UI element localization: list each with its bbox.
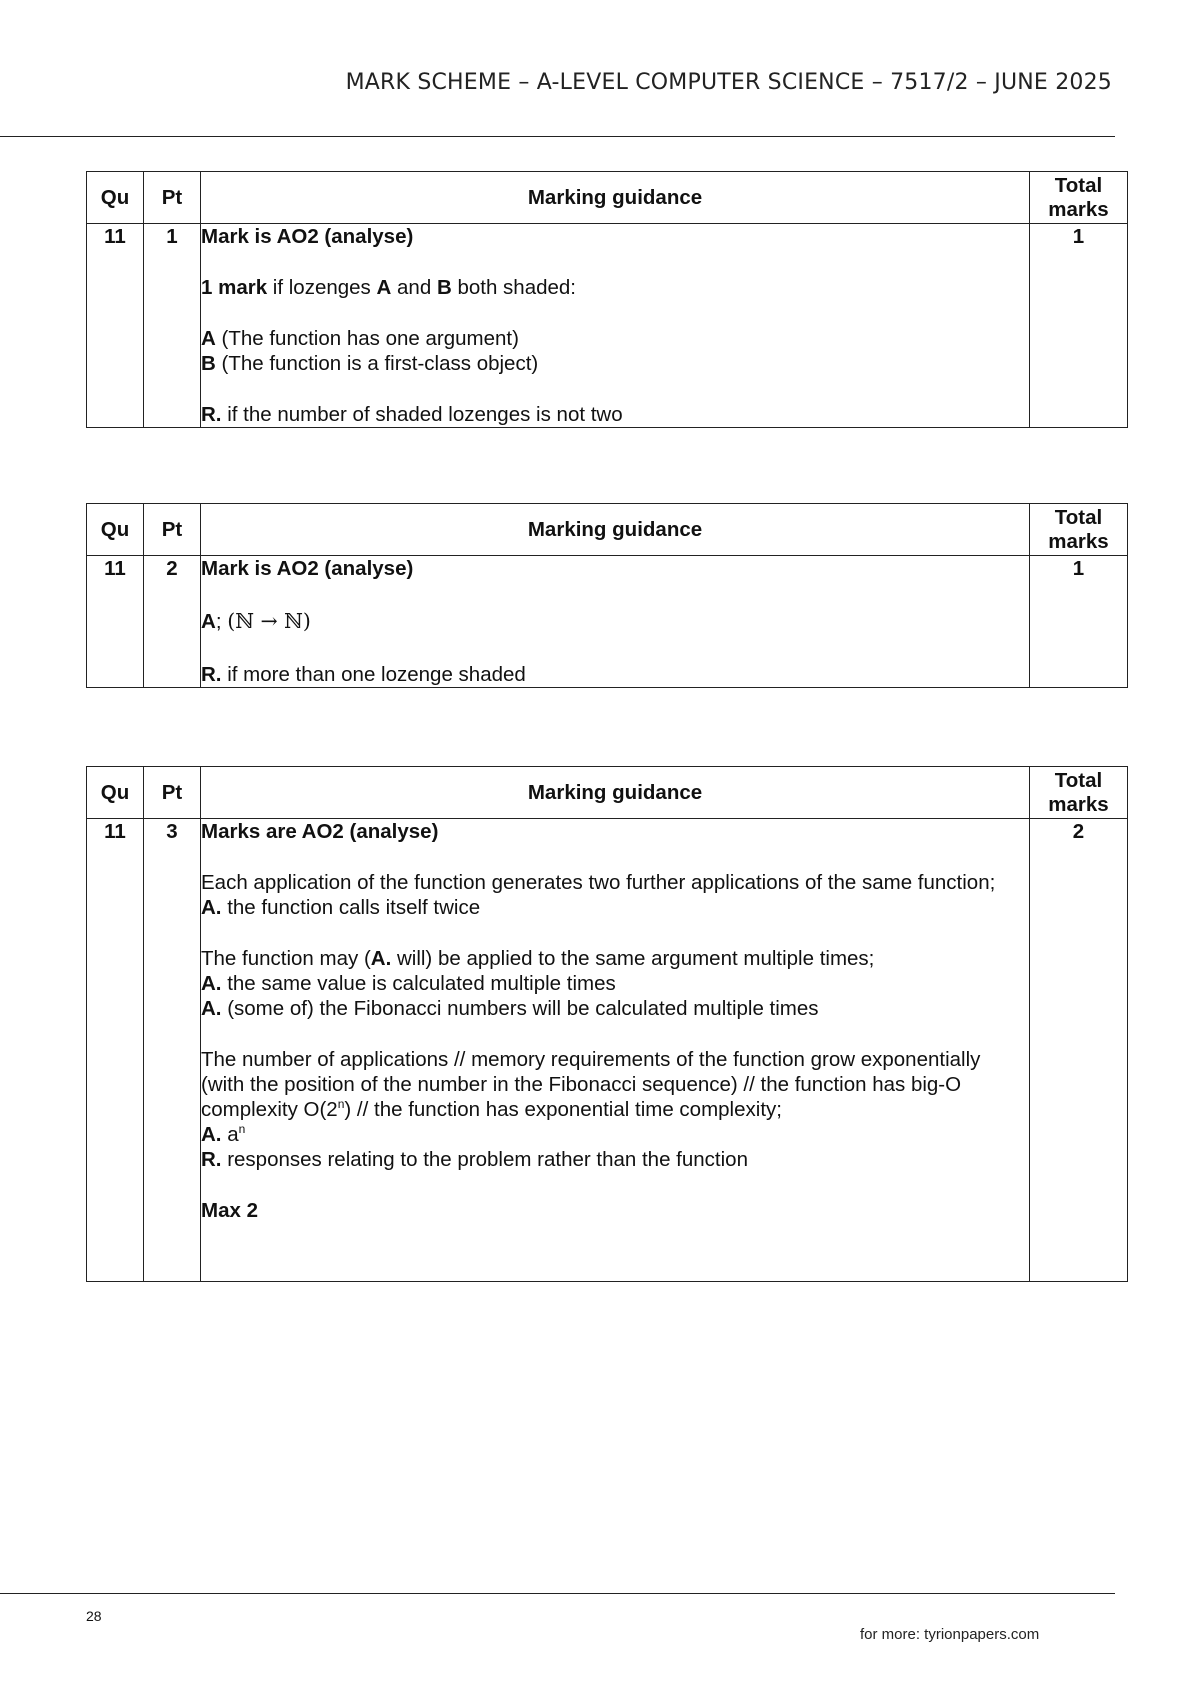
marking-table-11-2	[86, 503, 1128, 688]
pt-header: Pt	[144, 172, 201, 224]
point-1: Each application of the function generates two further applications of the same function;	[201, 871, 996, 894]
part-number: 1	[144, 224, 201, 428]
table-header-row	[87, 172, 1128, 224]
total-marks-header: Total marks	[1030, 504, 1128, 556]
point-3: The number of applications // memory requirements of the function grow exponentially (with the position of the number in the Fibonacci sequence) // the function has big-O complexity O(2$^n$) // the function has exponential time complexity;	[201, 1048, 981, 1121]
guidance-heading: Mark is AO2 (analyse)	[201, 225, 414, 248]
table-header-row	[87, 504, 1128, 556]
total-marks: 1	[1030, 224, 1128, 428]
pt-header: Pt	[144, 767, 201, 819]
question-number: 11	[87, 224, 144, 428]
marking-table-11-3	[86, 766, 1128, 1282]
marking-guidance	[201, 224, 1030, 428]
mark-rule: 1 mark if lozenges A and B both shaded:	[201, 276, 576, 299]
reject-note: R. if more than one lozenge shaded	[201, 663, 526, 686]
point-2: The function may (A. will) be applied to the same argument multiple times;	[201, 947, 875, 970]
pt-header: Pt	[144, 504, 201, 556]
point-2-accept-1: A. the same value is calculated multiple times	[201, 972, 616, 995]
qu-header: Qu	[87, 767, 144, 819]
marking-guidance	[201, 556, 1030, 688]
point-3-reject: R. responses relating to the problem rather than the function	[201, 1148, 748, 1171]
point-3-accept: A. $a^n$	[201, 1122, 246, 1146]
table-row	[87, 556, 1128, 688]
table-row	[87, 819, 1128, 1282]
qu-header: Qu	[87, 504, 144, 556]
table-row	[87, 224, 1128, 428]
guidance-header: Marking guidance	[201, 172, 1030, 224]
footer-rule	[0, 1593, 1115, 1594]
max-marks-note: Max 2	[201, 1199, 258, 1222]
part-number: 2	[144, 556, 201, 688]
total-marks: 1	[1030, 556, 1128, 688]
answer-math: (ℕ → ℕ)	[227, 609, 311, 633]
guidance-heading: Mark is AO2 (analyse)	[201, 557, 414, 580]
header-rule	[0, 136, 1115, 137]
total-marks: 2	[1030, 819, 1128, 1282]
guidance-header: Marking guidance	[201, 504, 1030, 556]
total-marks-header: Total marks	[1030, 767, 1128, 819]
point-2-accept-2: A. (some of) the Fibonacci numbers will be calculated multiple times	[201, 997, 819, 1020]
qu-header: Qu	[87, 172, 144, 224]
page-number: 28	[86, 1608, 102, 1624]
part-number: 3	[144, 819, 201, 1282]
option-b: B (The function is a first-class object)	[201, 352, 539, 375]
answer: A; (ℕ → ℕ)	[201, 609, 311, 633]
table-header-row	[87, 767, 1128, 819]
footer-link: for more: tyrionpapers.com	[860, 1626, 1040, 1643]
page-header-title: MARK SCHEME – A-LEVEL COMPUTER SCIENCE – 7517/2 – JUNE 2025	[345, 70, 1112, 95]
total-marks-header: Total marks	[1030, 172, 1128, 224]
guidance-header: Marking guidance	[201, 767, 1030, 819]
point-1-accept: A. the function calls itself twice	[201, 896, 481, 919]
marking-guidance	[201, 819, 1030, 1282]
marking-table-11-1	[86, 171, 1128, 428]
option-a: A (The function has one argument)	[201, 327, 519, 350]
guidance-heading: Marks are AO2 (analyse)	[201, 820, 439, 843]
question-number: 11	[87, 556, 144, 688]
question-number: 11	[87, 819, 144, 1282]
reject-note: R. if the number of shaded lozenges is not two	[201, 403, 623, 426]
